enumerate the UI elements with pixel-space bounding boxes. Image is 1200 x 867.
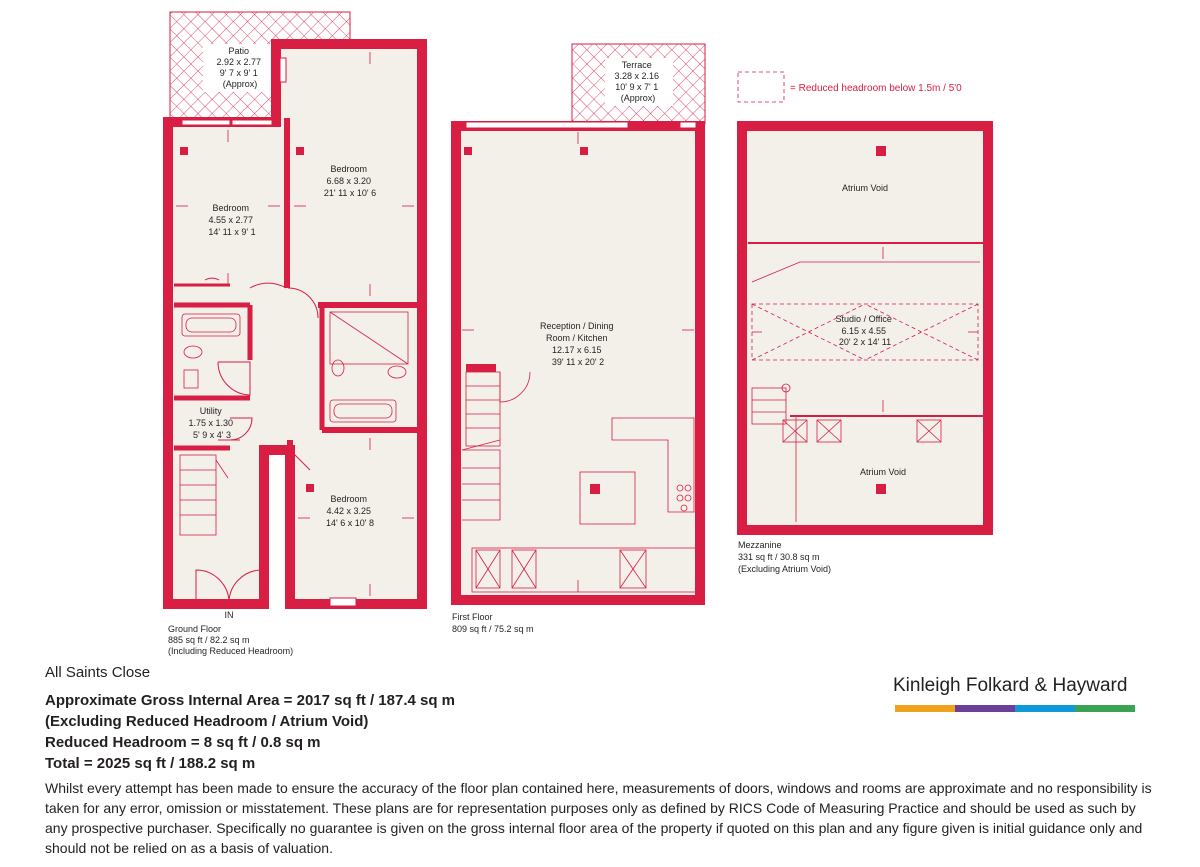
studio-office-label: Studio / Office 6.15 x 4.55 20' 2 x 14' 11 [835,314,892,347]
patio-label: Patio 2.92 x 2.77 9' 7 x 9' 1 (Approx) [216,46,262,89]
reception-label: Reception / Dining Room / Kitchen 12.17 x 6.15 39' 11 x 20' 2 [539,321,614,367]
ground-floor-walls [168,44,422,604]
atrium-void-bottom-label: Atrium Void [859,467,907,477]
bedroom-2-label: Bedroom 4.55 x 2.77 14' 11 x 9' 1 [208,203,256,237]
first-floor-caption: First Floor 809 sq ft / 75.2 sq m [452,612,534,634]
reduced-headroom-area: Reduced Headroom = 8 sq ft / 0.8 sq m [45,734,321,751]
mezzanine-caption: Mezzanine 331 sq ft / 30.8 sq m (Excluding Atrium Void) [738,540,832,574]
legend [738,72,962,102]
brand-bar-blue [1015,705,1075,712]
entrance-label: IN [224,610,234,620]
bedroom-1-label: Bedroom 6.68 x 3.20 21' 11 x 10' 6 [323,164,377,198]
brand-bar-purple [955,705,1015,712]
legend-label: = Reduced headroom below 1.5m / 5'0 [790,83,962,94]
atrium-void-top-label: Atrium Void [841,183,889,193]
mezzanine-plan [742,126,988,530]
brand-bar-orange [895,705,955,712]
utility-label: Utility 1.75 x 1.30 5' 9 x 4' 3 [188,406,234,440]
reduced-headroom-swatch [738,72,784,102]
area-summary [45,690,455,774]
property-address: All Saints Close [45,664,151,681]
disclaimer-text: Whilst every attempt has been made to ensure the accuracy of the floor plan contained here, measurements of doors, windows and rooms are approximate and no responsibility is taken for any error, omission or misstatement. These plans are for representation purposes only as defined by RICS Code of Measuring Practice and should be used as such by any prospective purchaser. Specifically no guarantee is given on the gross internal floor area of the property if quoted on this plan and any figure given is initial guidance only and should not be relied on as a basis of valuation. [45,780,1152,856]
total-area: Total = 2025 sq ft / 188.2 sq m [45,755,256,772]
first-floor-plan [456,44,705,600]
brand-bar-green [1075,705,1135,712]
gross-internal-area: Approximate Gross Internal Area = 2017 sq ft / 187.4 sq m [45,692,456,709]
terrace-label: Terrace 3.28 x 2.16 10' 9 x 7' 1 (Approx) [614,60,660,103]
ground-floor-caption: Ground Floor 885 sq ft / 82.2 sq m (Including Reduced Headroom) [168,624,294,656]
ground-floor-plan [168,12,422,620]
gia-note: (Excluding Reduced Headroom / Atrium Void) [45,713,369,730]
brand-color-bar [895,705,1135,712]
brand-logo: Kinleigh Folkard & Hayward [893,675,1128,696]
bedroom-3-label: Bedroom 4.42 x 3.25 14' 6 x 10' 8 [326,494,374,528]
